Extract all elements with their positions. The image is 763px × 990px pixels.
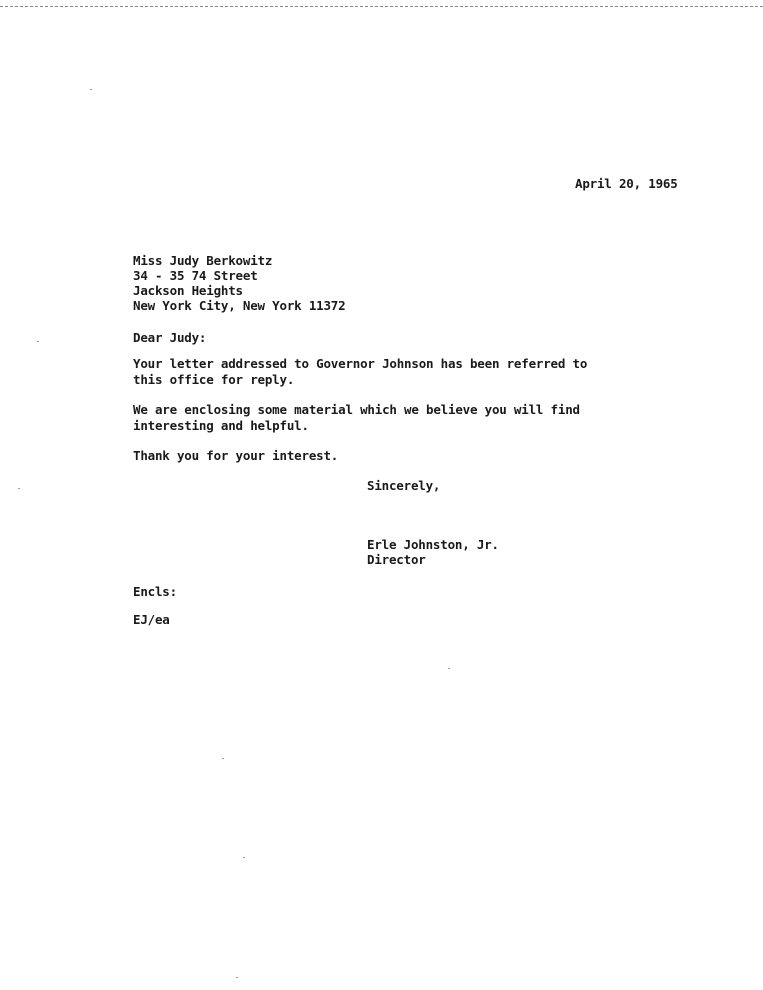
scan-speck	[222, 758, 224, 759]
recipient-city-state-zip: New York City, New York 11372	[133, 298, 346, 313]
scan-speck	[90, 89, 92, 90]
scan-speck	[236, 977, 238, 978]
signer-title: Director	[367, 552, 426, 567]
scan-speck	[243, 857, 245, 858]
signer-name: Erle Johnston, Jr.	[367, 537, 499, 552]
closing: Sincerely,	[367, 478, 441, 493]
enclosures-note: Encls:	[133, 584, 177, 599]
body-paragraph-1-line-1: Your letter addressed to Governor Johnson has been referred to	[133, 356, 588, 371]
body-paragraph-3: Thank you for your interest.	[133, 448, 339, 463]
recipient-name: Miss Judy Berkowitz	[133, 253, 273, 268]
scan-speck	[18, 488, 20, 489]
body-paragraph-2-line-1: We are enclosing some material which we believe you will find	[133, 402, 580, 417]
recipient-street: 34 - 35 74 Street	[133, 268, 258, 283]
recipient-neighborhood: Jackson Heights	[133, 283, 243, 298]
page-top-edge	[0, 0, 763, 7]
body-paragraph-2-line-2: interesting and helpful.	[133, 418, 309, 433]
scan-speck	[448, 668, 450, 669]
typist-initials: EJ/ea	[133, 612, 170, 627]
letter-date: April 20, 1965	[575, 176, 678, 191]
scan-speck	[37, 341, 39, 342]
body-paragraph-1-line-2: this office for reply.	[133, 372, 295, 387]
salutation: Dear Judy:	[133, 330, 207, 345]
